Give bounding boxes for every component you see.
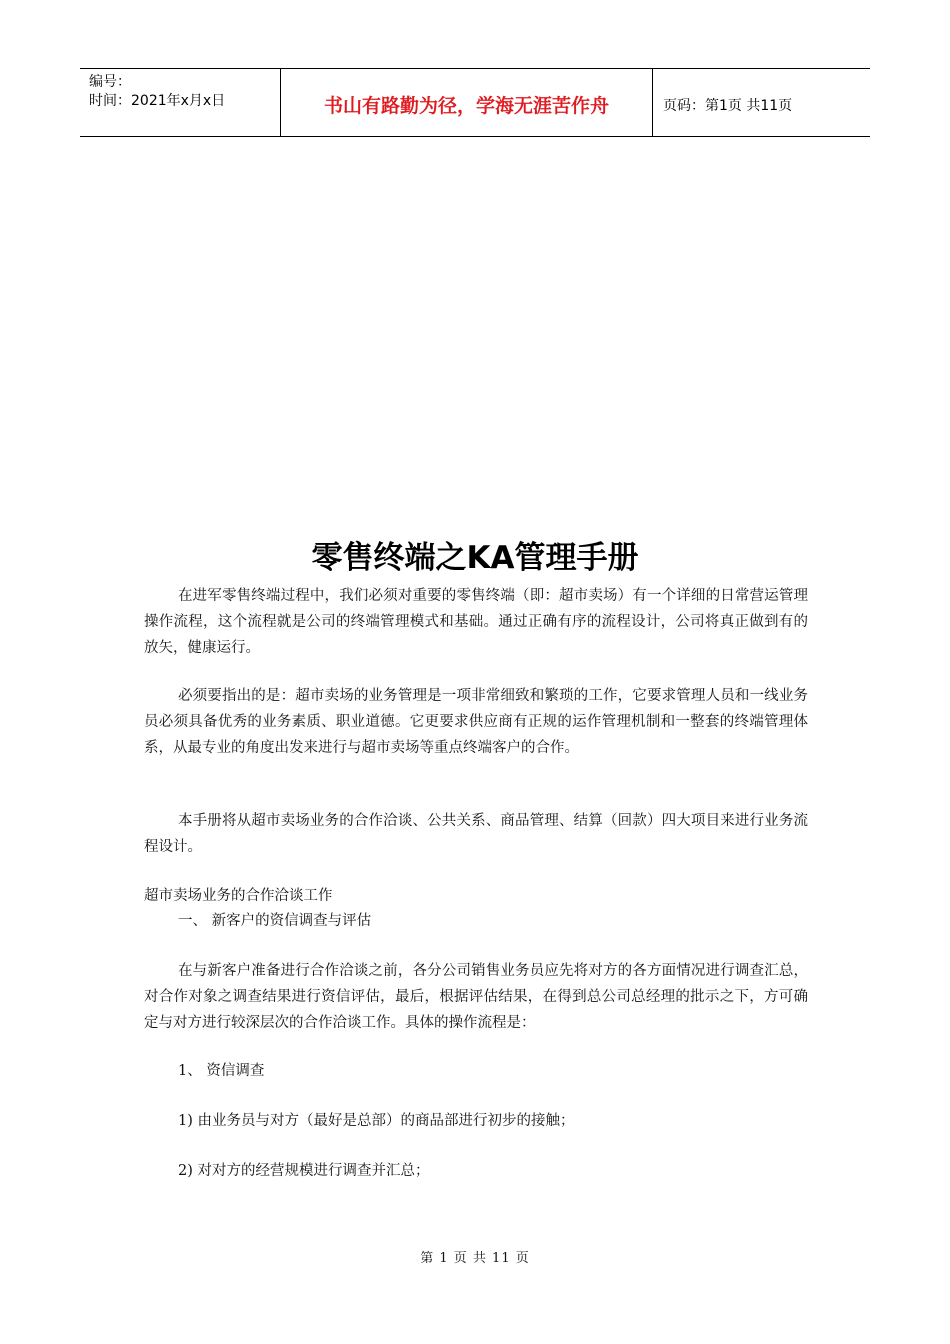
section-heading: 超市卖场业务的合作洽谈工作 — [144, 888, 333, 904]
header-motto: 书山有路勤为径，学海无涯苦作舟 — [281, 69, 653, 136]
paragraph-requirements: 必须要指出的是：超市卖场的业务管理是一项非常细致和繁琐的工作，它要求管理人员和一线业务员必须具备优秀的业务素质、职业道德。它更要求供应商有正规的运作管理机制和一整套的终端管理体系，从最专业的角度出发来进行与超市卖场等重点终端客户的合作。 — [144, 688, 808, 756]
list-item-initial-contact: 1) 由业务员与对方（最好是总部）的商品部进行初步的接触； — [178, 1113, 575, 1129]
header-meta-cell — [80, 69, 281, 136]
paragraph-credit-check: 在与新客户准备进行合作洽谈之前，各分公司销售业务员应先将对方的各方面情况进行调查汇总，对合作对象之调查结果进行资信评估，最后，根据评估结果，在得到总公司总经理的批示之下，方可确定与对方进行较深层次的合作洽谈工作。具体的操作流程是： — [144, 963, 808, 1031]
paragraph-scope: 本手册将从超市卖场业务的合作洽谈、公共关系、商品管理、结算（回款）四大项目来进行业务流程设计。 — [144, 813, 808, 855]
list-item-credit-survey: 1、 资信调查 — [178, 1063, 265, 1079]
header-number-label: 编号： — [89, 74, 131, 90]
header-page-info: 页码：第1页 共11页 — [663, 97, 793, 114]
document-title: 零售终端之KA管理手册 — [311, 540, 639, 576]
paragraph-intro: 在进军零售终端过程中，我们必须对重要的零售终端（即：超市卖场）有一个详细的日常营运管理操作流程，这个流程就是公司的终端管理模式和基础。通过正确有序的流程设计，公司将真正做到有的放矢，健康运行。 — [144, 588, 808, 656]
sub-heading: 一、 新客户的资信调查与评估 — [178, 913, 372, 929]
header-time-label: 时间：2021年x月x日 — [89, 93, 226, 109]
header-table — [80, 68, 870, 137]
list-item-scale-survey: 2) 对对方的经营规模进行调查并汇总； — [178, 1163, 430, 1179]
page-footer: 第 1 页 共 11 页 — [420, 1251, 530, 1266]
